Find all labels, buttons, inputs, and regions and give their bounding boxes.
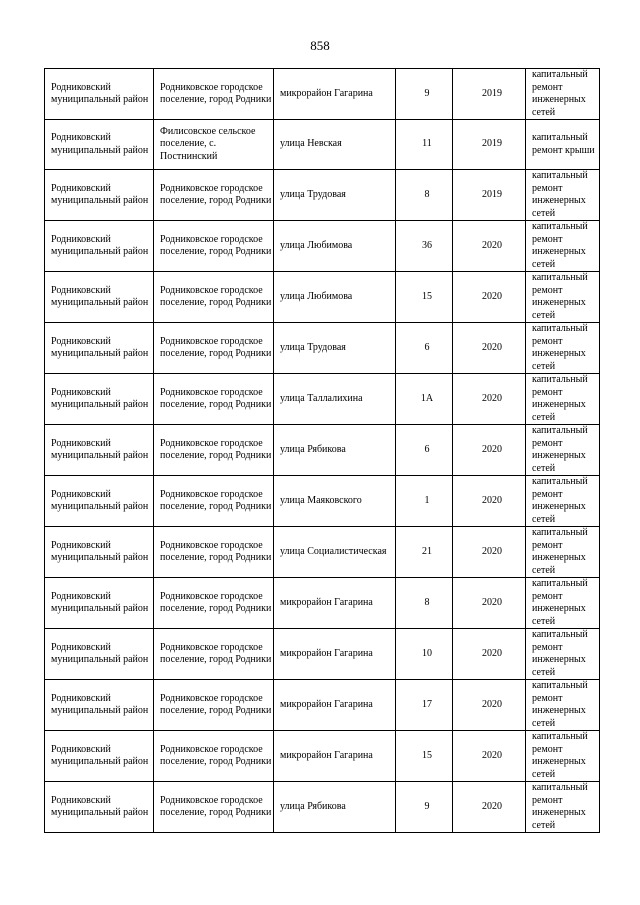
street-cell (274, 578, 396, 629)
table-row (45, 476, 600, 527)
district-cell (45, 272, 154, 323)
settlement-cell (154, 731, 274, 782)
work-type-cell (526, 170, 600, 221)
settlement-cell-text: Родниковское городское поселение, город Родники (160, 182, 272, 206)
year-cell-text: 2020 (482, 239, 502, 251)
house-number-cell (396, 680, 453, 731)
year-cell (453, 374, 526, 425)
year-cell-text: 2020 (482, 698, 502, 710)
work-type-cell-text: капитальный ремонт инженерных сетей (532, 731, 588, 780)
street-cell (274, 323, 396, 374)
district-cell (45, 476, 154, 527)
year-cell-text: 2020 (482, 290, 502, 302)
house-number-cell-text: 8 (424, 188, 430, 200)
work-type-cell-text: капитальный ремонт инженерных сетей (532, 527, 588, 576)
year-cell (453, 578, 526, 629)
settlement-cell (154, 221, 274, 272)
street-cell (274, 69, 396, 120)
district-cell-text: Родниковский муниципальный район (51, 284, 149, 308)
settlement-cell-text: Родниковское городское поселение, город Родники (160, 81, 272, 105)
house-number-cell-text: 6 (424, 443, 430, 455)
district-cell (45, 578, 154, 629)
settlement-cell (154, 680, 274, 731)
house-number-cell-text: 10 (422, 647, 432, 659)
street-cell (274, 629, 396, 680)
street-cell-text: микрорайон Гагарина (280, 647, 373, 659)
street-cell (274, 221, 396, 272)
settlement-cell (154, 629, 274, 680)
year-cell (453, 120, 526, 170)
year-cell (453, 782, 526, 833)
work-type-cell-text: капитальный ремонт инженерных сетей (532, 578, 588, 627)
settlement-cell-text: Филисовское сельское поселение, с. Постнинский (160, 125, 256, 162)
street-cell-text: улица Любимова (280, 239, 353, 251)
year-cell-text: 2020 (482, 749, 502, 761)
street-cell (274, 731, 396, 782)
table-row (45, 578, 600, 629)
year-cell-text: 2019 (482, 138, 502, 150)
district-cell (45, 323, 154, 374)
year-cell (453, 680, 526, 731)
house-number-cell-text: 9 (424, 87, 430, 99)
year-cell-text: 2020 (482, 596, 502, 608)
table-row (45, 782, 600, 833)
district-cell (45, 782, 154, 833)
house-number-cell (396, 629, 453, 680)
work-type-cell (526, 731, 600, 782)
settlement-cell-text: Родниковское городское поселение, город Родники (160, 794, 272, 818)
table-row (45, 731, 600, 782)
settlement-cell (154, 272, 274, 323)
settlement-cell-text: Родниковское городское поселение, город Родники (160, 692, 272, 716)
district-cell-text: Родниковский муниципальный район (51, 539, 149, 563)
year-cell (453, 527, 526, 578)
house-number-cell (396, 578, 453, 629)
house-number-cell (396, 476, 453, 527)
settlement-cell (154, 170, 274, 221)
district-cell-text: Родниковский муниципальный район (51, 182, 149, 206)
district-cell-text: Родниковский муниципальный район (51, 794, 149, 818)
street-cell (274, 680, 396, 731)
street-cell (274, 120, 396, 170)
settlement-cell-text: Родниковское городское поселение, город Родники (160, 539, 272, 563)
year-cell-text: 2020 (482, 494, 502, 506)
house-number-cell (396, 323, 453, 374)
year-cell-text: 2019 (482, 188, 502, 200)
settlement-cell (154, 527, 274, 578)
street-cell-text: улица Маяковского (280, 494, 362, 506)
house-number-cell-text: 8 (424, 596, 430, 608)
house-number-cell-text: 1 (424, 494, 430, 506)
year-cell (453, 476, 526, 527)
table-body (45, 69, 600, 833)
table-row (45, 323, 600, 374)
street-cell (274, 425, 396, 476)
table-row (45, 425, 600, 476)
work-type-cell-text: капитальный ремонт инженерных сетей (532, 680, 588, 729)
house-number-cell-text: 6 (424, 341, 430, 353)
work-type-cell-text: капитальный ремонт инженерных сетей (532, 221, 588, 270)
house-number-cell (396, 527, 453, 578)
district-cell-text: Родниковский муниципальный район (51, 335, 149, 359)
work-type-cell-text: капитальный ремонт инженерных сетей (532, 272, 588, 321)
house-number-cell-text: 36 (422, 239, 432, 251)
year-cell (453, 221, 526, 272)
house-number-cell-text: 21 (422, 545, 432, 557)
settlement-cell-text: Родниковское городское поселение, город Родники (160, 743, 272, 767)
district-cell (45, 374, 154, 425)
work-type-cell (526, 629, 600, 680)
work-type-cell-text: капитальный ремонт крыши (532, 132, 595, 156)
settlement-cell (154, 476, 274, 527)
settlement-cell (154, 578, 274, 629)
street-cell (274, 272, 396, 323)
work-type-cell (526, 272, 600, 323)
district-cell-text: Родниковский муниципальный район (51, 132, 149, 156)
settlement-cell (154, 782, 274, 833)
work-type-cell (526, 680, 600, 731)
house-number-cell (396, 425, 453, 476)
work-type-cell-text: капитальный ремонт инженерных сетей (532, 629, 588, 678)
table-row (45, 680, 600, 731)
table-row (45, 629, 600, 680)
work-type-cell-text: капитальный ремонт инженерных сетей (532, 374, 588, 423)
year-cell-text: 2019 (482, 87, 502, 99)
work-type-cell (526, 374, 600, 425)
district-cell-text: Родниковский муниципальный район (51, 641, 149, 665)
street-cell-text: микрорайон Гагарина (280, 698, 373, 710)
work-type-cell (526, 527, 600, 578)
street-cell-text: улица Трудовая (280, 188, 346, 200)
year-cell (453, 69, 526, 120)
work-type-cell-text: капитальный ремонт инженерных сетей (532, 425, 588, 474)
house-number-cell (396, 170, 453, 221)
street-cell-text: улица Рябикова (280, 800, 346, 812)
year-cell-text: 2020 (482, 443, 502, 455)
settlement-cell-text: Родниковское городское поселение, город Родники (160, 335, 272, 359)
street-cell (274, 782, 396, 833)
work-type-cell-text: капитальный ремонт инженерных сетей (532, 782, 588, 831)
table-row (45, 221, 600, 272)
district-cell (45, 221, 154, 272)
street-cell-text: микрорайон Гагарина (280, 749, 373, 761)
street-cell (274, 374, 396, 425)
settlement-cell-text: Родниковское городское поселение, город Родники (160, 590, 272, 614)
work-type-cell (526, 120, 600, 170)
work-type-cell (526, 69, 600, 120)
table-row (45, 69, 600, 120)
street-cell (274, 170, 396, 221)
work-type-cell (526, 476, 600, 527)
settlement-cell (154, 120, 274, 170)
table-row (45, 120, 600, 170)
work-type-cell-text: капитальный ремонт инженерных сетей (532, 69, 588, 118)
house-number-cell (396, 782, 453, 833)
settlement-cell-text: Родниковское городское поселение, город Родники (160, 233, 272, 257)
house-number-cell-text: 15 (422, 290, 432, 302)
district-cell (45, 731, 154, 782)
house-number-cell (396, 731, 453, 782)
street-cell-text: улица Трудовая (280, 341, 346, 353)
house-number-cell (396, 374, 453, 425)
housing-repair-table (44, 68, 600, 833)
street-cell-text: улица Любимова (280, 290, 353, 302)
street-cell-text: улица Невская (280, 138, 342, 150)
settlement-cell-text: Родниковское городское поселение, город Родники (160, 488, 272, 512)
work-type-cell (526, 425, 600, 476)
page-number: 858 (310, 38, 330, 53)
work-type-cell-text: капитальный ремонт инженерных сетей (532, 476, 588, 525)
street-cell-text: микрорайон Гагарина (280, 87, 373, 99)
table-row (45, 272, 600, 323)
settlement-cell (154, 425, 274, 476)
settlement-cell-text: Родниковское городское поселение, город Родники (160, 437, 272, 461)
year-cell-text: 2020 (482, 392, 502, 404)
settlement-cell (154, 323, 274, 374)
district-cell-text: Родниковский муниципальный район (51, 437, 149, 461)
district-cell-text: Родниковский муниципальный район (51, 488, 149, 512)
house-number-cell-text: 17 (422, 698, 432, 710)
year-cell (453, 170, 526, 221)
house-number-cell-text: 9 (424, 800, 430, 812)
district-cell (45, 425, 154, 476)
house-number-cell-text: 11 (422, 138, 432, 150)
settlement-cell-text: Родниковское городское поселение, город Родники (160, 641, 272, 665)
district-cell-text: Родниковский муниципальный район (51, 590, 149, 614)
house-number-cell (396, 221, 453, 272)
work-type-cell-text: капитальный ремонт инженерных сетей (532, 170, 588, 219)
settlement-cell-text: Родниковское городское поселение, город Родники (160, 386, 272, 410)
table-row (45, 170, 600, 221)
district-cell-text: Родниковский муниципальный район (51, 81, 149, 105)
settlement-cell (154, 374, 274, 425)
year-cell (453, 272, 526, 323)
table-row (45, 527, 600, 578)
table-row (45, 374, 600, 425)
street-cell-text: улица Рябикова (280, 443, 346, 455)
year-cell (453, 323, 526, 374)
year-cell-text: 2020 (482, 647, 502, 659)
year-cell-text: 2020 (482, 341, 502, 353)
district-cell (45, 527, 154, 578)
year-cell (453, 425, 526, 476)
house-number-cell-text: 1А (420, 392, 434, 404)
year-cell-text: 2020 (482, 800, 502, 812)
settlement-cell-text: Родниковское городское поселение, город Родники (160, 284, 272, 308)
year-cell (453, 731, 526, 782)
district-cell (45, 69, 154, 120)
work-type-cell (526, 782, 600, 833)
district-cell-text: Родниковский муниципальный район (51, 692, 149, 716)
year-cell-text: 2020 (482, 545, 502, 557)
work-type-cell-text: капитальный ремонт инженерных сетей (532, 323, 588, 372)
house-number-cell (396, 69, 453, 120)
street-cell-text: улица Социалистическая (280, 545, 387, 557)
house-number-cell-text: 15 (422, 749, 432, 761)
work-type-cell (526, 323, 600, 374)
year-cell (453, 629, 526, 680)
street-cell-text: микрорайон Гагарина (280, 596, 373, 608)
settlement-cell (154, 69, 274, 120)
district-cell (45, 629, 154, 680)
house-number-cell (396, 120, 453, 170)
district-cell (45, 120, 154, 170)
work-type-cell (526, 578, 600, 629)
district-cell-text: Родниковский муниципальный район (51, 743, 149, 767)
house-number-cell (396, 272, 453, 323)
work-type-cell (526, 221, 600, 272)
district-cell-text: Родниковский муниципальный район (51, 386, 149, 410)
street-cell (274, 527, 396, 578)
district-cell (45, 170, 154, 221)
street-cell (274, 476, 396, 527)
district-cell (45, 680, 154, 731)
district-cell-text: Родниковский муниципальный район (51, 233, 149, 257)
street-cell-text: улица Таллалихина (280, 392, 363, 404)
